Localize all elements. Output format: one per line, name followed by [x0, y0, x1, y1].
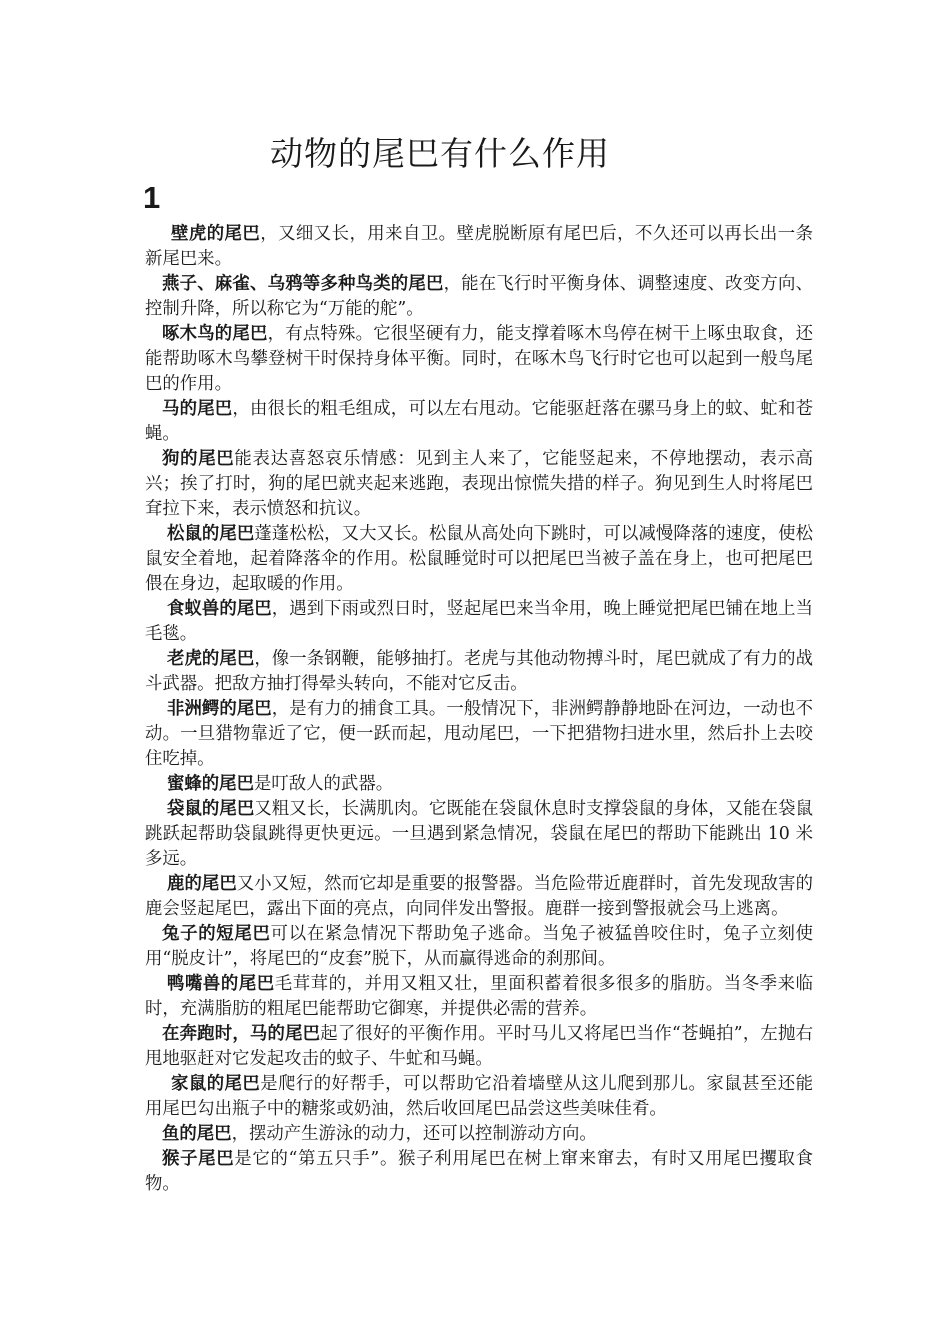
- paragraph-lead: 食蚁兽的尾巴: [167, 599, 272, 619]
- paragraph-birds: [145, 272, 813, 322]
- paragraph-lead: 狗的尾巴: [162, 449, 235, 469]
- paragraph-lead: 啄木鸟的尾巴: [162, 324, 268, 344]
- paragraph-woodpecker: [145, 322, 813, 397]
- paragraph-lead: 猴子尾巴: [162, 1149, 235, 1169]
- paragraph-monkey: [145, 1147, 813, 1197]
- paragraph-text: 蓬蓬松松，又大又长。松鼠从高处向下跳时，可以减慢降落的速度，使松鼠安全着地，起着降落伞的作用。松鼠睡觉时可以把尾巴当被子盖在身上，也可把尾巴偎在身边，起取暖的作用。: [145, 524, 813, 594]
- paragraph-lead: 鱼的尾巴: [162, 1124, 232, 1144]
- paragraph-text: 又粗又长，长满肌肉。它既能在袋鼠休息时支撑袋鼠的身体，又能在袋鼠跳跃起帮助袋鼠跳得更快更远。一旦遇到紧急情况，袋鼠在尾巴的帮助下能跳出 10 米多远。: [145, 799, 813, 869]
- paragraph-text: ，由很长的粗毛组成，可以左右甩动。它能驱赶落在骡马身上的蚊、虻和苍蝇。: [145, 399, 813, 444]
- paragraph-text: 是叮敌人的武器。: [253, 774, 394, 794]
- paragraph-dog: [145, 447, 813, 522]
- paragraph-text: 起了很好的平衡作用。平时马儿又将尾巴当作“苍蝇拍”，左抛右甩地驱赶对它发起攻击的蚊子、牛虻和马蝇。: [145, 1024, 813, 1069]
- paragraph-text: ，摆动产生游泳的动力，还可以控制游动方向。: [231, 1124, 597, 1144]
- paragraph-squirrel: [145, 522, 813, 597]
- paragraph-text: ，能在飞行时平衡身体、调整速度、改变方向、控制升降，所以称它为“万能的舵”。: [145, 274, 813, 319]
- paragraph-text: ，有点特殊。它很坚硬有力，能支撑着啄木鸟停在树干上啄虫取食，还能帮助啄木鸟攀登树干时保持身体平衡。同时，在啄木鸟飞行时它也可以起到一般鸟尾巴的作用。: [145, 324, 813, 394]
- paragraph-lead: 马的尾巴: [162, 399, 233, 419]
- document-body: [145, 222, 813, 1197]
- paragraph-text: 是它的“第五只手”。猴子利用尾巴在树上窜来窜去，有时又用尾巴攫取食物。: [145, 1149, 813, 1194]
- paragraph-text: 可以在紧急情况下帮助兔子逃命。当兔子被猛兽咬住时，兔子立刻使用“脱皮计”，将尾巴的“皮套”脱下，从而赢得逃命的刹那间。: [145, 924, 813, 969]
- paragraph-text: 是爬行的好帮手，可以帮助它沿着墙壁从这儿爬到那儿。家鼠甚至还能用尾巴勾出瓶子中的糖浆或奶油，然后收回尾巴品尝这些美味佳肴。: [145, 1074, 813, 1119]
- paragraph-platypus: [145, 972, 813, 1022]
- paragraph-text: ，又细又长，用来自卫。壁虎脱断原有尾巴后，不久还可以再长出一条新尾巴来。: [145, 224, 813, 269]
- paragraph-fish: [145, 1122, 813, 1147]
- paragraph-lead: 在奔跑时，马的尾巴: [162, 1024, 321, 1044]
- paragraph-lead: 兔子的短尾巴: [162, 924, 271, 944]
- paragraph-horse: [145, 397, 813, 447]
- paragraph-house-mouse: [145, 1072, 813, 1122]
- paragraph-lead: 燕子、麻雀、乌鸦等多种鸟类的尾巴: [162, 274, 444, 294]
- paragraph-lead: 非洲鳄的尾巴: [167, 699, 272, 719]
- paragraph-gecko: [145, 222, 813, 272]
- paragraph-kangaroo: [145, 797, 813, 872]
- paragraph-text: 能表达喜怒哀乐情感：见到主人来了，它能竖起来，不停地摆动，表示高兴；挨了打时，狗的尾巴就夹起来逃跑，表现出惊慌失措的样子。狗见到生人时将尾巴耷拉下来，表示愤怒和抗议。: [145, 449, 813, 519]
- paragraph-lead: 家鼠的尾巴: [171, 1074, 261, 1094]
- paragraph-crocodile: [145, 697, 813, 772]
- paragraph-rabbit: [145, 922, 813, 972]
- paragraph-lead: 鸭嘴兽的尾巴: [167, 974, 275, 994]
- paragraph-lead: 鹿的尾巴: [167, 874, 237, 894]
- paragraph-text: 又小又短，然而它却是重要的报警器。当危险带近鹿群时，首先发现敌害的鹿会竖起尾巴，露出下面的亮点，向同伴发出警报。鹿群一接到警报就会马上逃离。: [145, 874, 813, 919]
- document-title: 动物的尾巴有什么作用: [270, 134, 610, 173]
- section-number: 1: [143, 180, 161, 215]
- paragraph-lead: 老虎的尾巴: [167, 649, 255, 669]
- paragraph-bee: [145, 772, 813, 797]
- paragraph-running-horse: [145, 1022, 813, 1072]
- paragraph-deer: [145, 872, 813, 922]
- paragraph-lead: 壁虎的尾巴: [171, 224, 261, 244]
- paragraph-lead: 袋鼠的尾巴: [167, 799, 255, 819]
- paragraph-text: 毛茸茸的，并用又粗又壮，里面积蓄着很多很多的脂肪。当冬季来临时，充满脂肪的粗尾巴能帮助它御寒，并提供必需的营养。: [145, 974, 813, 1019]
- paragraph-anteater: [145, 597, 813, 647]
- paragraph-lead: 蜜蜂的尾巴: [167, 774, 254, 794]
- paragraph-tiger: [145, 647, 813, 697]
- paragraph-text: ，像一条钢鞭，能够抽打。老虎与其他动物搏斗时，尾巴就成了有力的战斗武器。把敌方抽打得晕头转向，不能对它反击。: [145, 649, 813, 694]
- paragraph-lead: 松鼠的尾巴: [167, 524, 255, 544]
- paragraph-text: ，是有力的捕食工具。一般情况下，非洲鳄静静地卧在河边，一动也不动。一旦猎物靠近了它，便一跃而起，甩动尾巴，一下把猎物扫进水里，然后扑上去咬住吃掉。: [145, 699, 813, 769]
- paragraph-text: ，遇到下雨或烈日时，竖起尾巴来当伞用，晚上睡觉把尾巴铺在地上当毛毯。: [145, 599, 813, 644]
